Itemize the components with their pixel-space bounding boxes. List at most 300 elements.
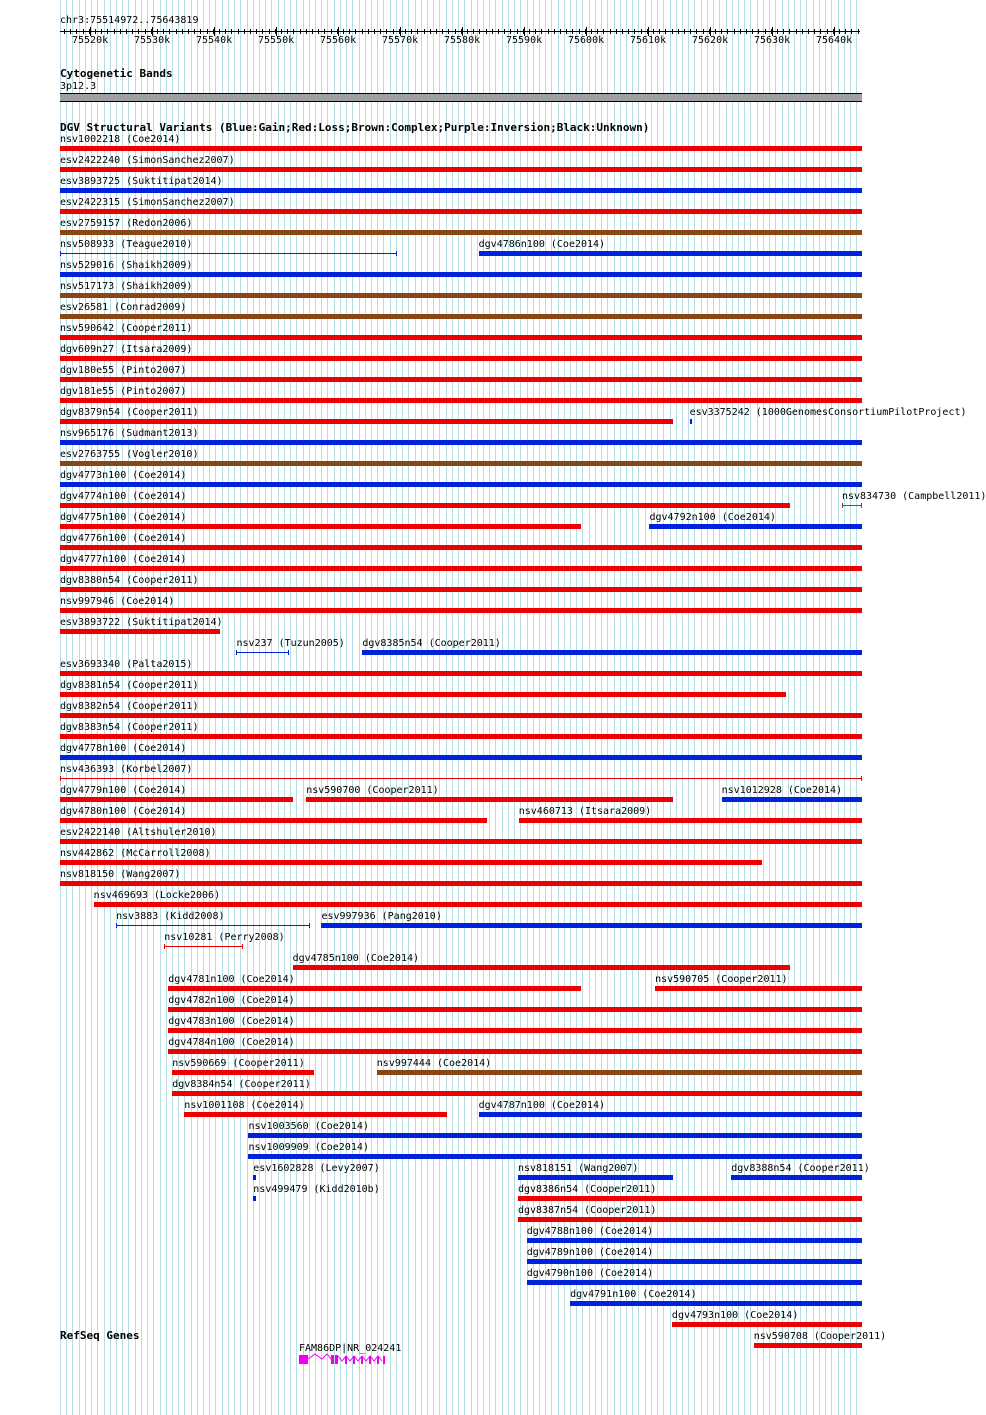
variant-label[interactable]: nsv3883 (Kidd2008) bbox=[116, 911, 225, 922]
variant-bar[interactable] bbox=[722, 797, 862, 802]
variant-label[interactable]: esv26581 (Conrad2009) bbox=[60, 302, 187, 313]
variant-bar[interactable] bbox=[527, 1238, 862, 1243]
variant-bar[interactable] bbox=[570, 1301, 862, 1306]
variant-bar[interactable] bbox=[248, 1133, 862, 1138]
ruler-minor-tick bbox=[572, 29, 573, 34]
ruler-minor-tick bbox=[355, 29, 356, 34]
variant-label[interactable]: dgv4779n100 (Coe2014) bbox=[60, 785, 187, 796]
variant-bar-thin[interactable] bbox=[60, 253, 397, 254]
variant-bar[interactable] bbox=[60, 209, 862, 214]
ruler-minor-tick bbox=[132, 29, 133, 34]
variant-bar[interactable] bbox=[60, 146, 862, 151]
cytoband-track-title[interactable]: Cytogenetic Bands bbox=[60, 67, 173, 80]
variant-label[interactable]: nsv1003560 (Coe2014) bbox=[248, 1121, 369, 1132]
variant-label[interactable]: esv3375242 (1000GenomesConsortiumPilotProject) bbox=[689, 407, 967, 418]
variant-bar[interactable] bbox=[479, 251, 862, 256]
variant-bar[interactable] bbox=[362, 650, 862, 655]
variant-label[interactable]: dgv8384n54 (Cooper2011) bbox=[172, 1079, 311, 1090]
ruler-minor-tick bbox=[665, 29, 666, 34]
variant-bar-end bbox=[842, 503, 843, 508]
variant-bar[interactable] bbox=[60, 545, 862, 550]
ruler-minor-tick bbox=[114, 29, 115, 34]
variant-bar[interactable] bbox=[527, 1280, 862, 1285]
ruler-minor-tick bbox=[442, 29, 443, 34]
variant-label[interactable]: nsv590642 (Cooper2011) bbox=[60, 323, 193, 334]
ruler-minor-tick bbox=[293, 29, 294, 34]
ruler-tick-label: 75540k bbox=[196, 35, 233, 46]
variant-bar[interactable] bbox=[60, 398, 862, 403]
ruler-minor-tick bbox=[504, 29, 505, 34]
variant-label[interactable]: nsv965176 (Sudmant2013) bbox=[60, 428, 199, 439]
variant-bar[interactable] bbox=[168, 1049, 862, 1054]
variant-label[interactable]: esv2422315 (SimonSanchez2007) bbox=[60, 197, 235, 208]
variant-label[interactable]: nsv997444 (Coe2014) bbox=[376, 1058, 492, 1069]
ruler-minor-tick bbox=[727, 29, 728, 34]
ruler-minor-tick bbox=[597, 29, 598, 34]
ruler-minor-tick bbox=[219, 29, 220, 34]
variant-bar[interactable] bbox=[60, 356, 862, 361]
ruler-minor-tick bbox=[802, 29, 803, 34]
variant-bar[interactable] bbox=[168, 1028, 862, 1033]
variant-label[interactable]: dgv4775n100 (Coe2014) bbox=[60, 512, 187, 523]
gene-label[interactable]: FAM86DP|NR_024241 bbox=[299, 1343, 402, 1354]
variant-bar[interactable] bbox=[649, 524, 862, 529]
variant-bar[interactable] bbox=[60, 881, 862, 886]
variant-label[interactable]: dgv4788n100 (Coe2014) bbox=[526, 1226, 654, 1237]
ruler-minor-tick bbox=[95, 29, 96, 34]
ruler-minor-tick bbox=[287, 29, 288, 34]
variant-label[interactable]: esv3893725 (Suktitipat2014) bbox=[60, 176, 223, 187]
ruler-minor-tick bbox=[820, 29, 821, 34]
variant-bar[interactable] bbox=[60, 230, 862, 235]
ruler-minor-tick bbox=[479, 29, 480, 34]
variant-label[interactable]: dgv4784n100 (Coe2014) bbox=[168, 1037, 295, 1048]
variant-bar-thin[interactable] bbox=[60, 778, 862, 779]
variant-label[interactable]: nsv460713 (Itsara2009) bbox=[518, 806, 652, 817]
variant-bar[interactable] bbox=[293, 965, 790, 970]
variant-label[interactable]: nsv436393 (Korbel2007) bbox=[60, 764, 193, 775]
variant-bar[interactable] bbox=[168, 986, 581, 991]
ruler-minor-tick bbox=[300, 29, 301, 34]
variant-label[interactable]: esv2422240 (SimonSanchez2007) bbox=[60, 155, 235, 166]
variant-bar[interactable] bbox=[518, 1175, 673, 1180]
variant-label[interactable]: esv2422140 (Altshuler2010) bbox=[60, 827, 217, 838]
ruler-minor-tick bbox=[281, 29, 282, 34]
variant-label[interactable]: dgv4793n100 (Coe2014) bbox=[671, 1310, 799, 1321]
ruler-position: chr3:75514972..75643819 bbox=[60, 15, 199, 26]
variant-label[interactable]: dgv4774n100 (Coe2014) bbox=[60, 491, 187, 502]
ruler-minor-tick bbox=[740, 29, 741, 34]
variant-bar-end bbox=[396, 251, 397, 256]
variant-bar[interactable] bbox=[60, 503, 790, 508]
variant-label[interactable]: nsv1002218 (Coe2014) bbox=[60, 134, 181, 145]
ruler-minor-tick bbox=[163, 29, 164, 34]
ruler-minor-tick bbox=[529, 29, 530, 34]
variant-label[interactable]: esv997936 (Pang2010) bbox=[321, 911, 442, 922]
variant-label[interactable]: dgv4781n100 (Coe2014) bbox=[168, 974, 295, 985]
ruler-minor-tick bbox=[380, 29, 381, 34]
variant-bar[interactable] bbox=[60, 713, 862, 718]
variant-label[interactable]: nsv10281 (Perry2008) bbox=[164, 932, 285, 943]
variant-bar[interactable] bbox=[321, 923, 862, 928]
variant-label[interactable]: esv3693340 (Palta2015) bbox=[60, 659, 193, 670]
variant-bar[interactable] bbox=[60, 566, 862, 571]
variant-bar[interactable] bbox=[172, 1070, 314, 1075]
ruler-minor-tick bbox=[262, 29, 263, 34]
ruler-minor-tick bbox=[126, 29, 127, 34]
variant-bar[interactable] bbox=[60, 272, 862, 277]
variant-bar-end bbox=[288, 650, 289, 655]
variant-bar[interactable] bbox=[60, 524, 581, 529]
variant-bar[interactable] bbox=[60, 818, 487, 823]
variant-bar[interactable] bbox=[60, 860, 762, 865]
variant-label[interactable]: dgv4783n100 (Coe2014) bbox=[168, 1016, 295, 1027]
variant-label[interactable]: nsv590705 (Cooper2011) bbox=[655, 974, 788, 985]
variant-bar[interactable] bbox=[60, 692, 786, 697]
variant-bar[interactable] bbox=[60, 734, 862, 739]
variant-bar-end bbox=[861, 503, 862, 508]
ruler-tick-label: 75520k bbox=[72, 35, 109, 46]
ruler-minor-tick bbox=[783, 29, 784, 34]
variant-label[interactable]: dgv4791n100 (Coe2014) bbox=[570, 1289, 697, 1300]
variant-label[interactable]: dgv4773n100 (Coe2014) bbox=[60, 470, 187, 481]
variant-bar[interactable] bbox=[172, 1091, 862, 1096]
variant-bar[interactable] bbox=[60, 482, 862, 487]
ruler-minor-tick bbox=[473, 29, 474, 34]
variant-bar[interactable] bbox=[94, 902, 862, 907]
ruler-minor-tick bbox=[244, 29, 245, 34]
ruler-minor-tick bbox=[455, 29, 456, 34]
variant-label[interactable]: nsv590708 (Cooper2011) bbox=[753, 1331, 887, 1342]
variant-bar[interactable] bbox=[168, 1007, 862, 1012]
ruler-minor-tick bbox=[182, 29, 183, 34]
ruler-minor-tick bbox=[746, 29, 747, 34]
ruler-minor-tick bbox=[405, 29, 406, 34]
variant-bar[interactable] bbox=[60, 608, 862, 613]
ruler-minor-tick bbox=[486, 29, 487, 34]
variant-bar[interactable] bbox=[248, 1154, 862, 1159]
variant-label[interactable]: dgv4792n100 (Coe2014) bbox=[649, 512, 776, 523]
variant-bar-end bbox=[60, 251, 61, 256]
ruler-minor-tick bbox=[647, 29, 648, 34]
ruler-minor-tick bbox=[461, 29, 462, 34]
ruler-minor-tick bbox=[634, 29, 635, 34]
variant-bar[interactable] bbox=[479, 1112, 862, 1117]
variant-bar[interactable] bbox=[60, 188, 862, 193]
ruler-minor-tick bbox=[64, 29, 65, 34]
variant-label[interactable]: dgv8381n54 (Cooper2011) bbox=[60, 680, 199, 691]
ruler-minor-tick bbox=[101, 29, 102, 34]
variant-label[interactable]: dgv8379n54 (Cooper2011) bbox=[60, 407, 199, 418]
ruler-minor-tick bbox=[89, 29, 90, 34]
variant-label[interactable]: nsv1009909 (Coe2014) bbox=[248, 1142, 369, 1153]
ruler-minor-tick bbox=[566, 29, 567, 34]
ruler-minor-tick bbox=[721, 29, 722, 34]
variant-bar[interactable] bbox=[519, 818, 862, 823]
variant-bar[interactable] bbox=[518, 1217, 862, 1222]
ruler-minor-tick bbox=[467, 29, 468, 34]
variant-label[interactable]: dgv180e55 (Pinto2007) bbox=[60, 365, 187, 376]
variant-label[interactable]: esv1602828 (Levy2007) bbox=[253, 1163, 380, 1174]
ruler-tick-label: 75560k bbox=[320, 35, 357, 46]
ruler-minor-tick bbox=[758, 29, 759, 34]
ruler-minor-tick bbox=[76, 29, 77, 34]
variant-bar-thin[interactable] bbox=[236, 652, 288, 653]
ruler-minor-tick bbox=[498, 29, 499, 34]
variant-label[interactable]: dgv181e55 (Pinto2007) bbox=[60, 386, 187, 397]
ruler-minor-tick bbox=[827, 29, 828, 34]
ruler-minor-tick bbox=[839, 29, 840, 34]
ruler-minor-tick bbox=[275, 29, 276, 34]
ruler-minor-tick bbox=[318, 29, 319, 34]
ruler-minor-tick bbox=[752, 29, 753, 34]
variant-bar-end bbox=[116, 923, 117, 928]
ruler-minor-tick bbox=[610, 29, 611, 34]
variant-label[interactable]: dgv4790n100 (Coe2014) bbox=[526, 1268, 654, 1279]
ruler-minor-tick bbox=[554, 29, 555, 34]
variant-label[interactable]: dgv4782n100 (Coe2014) bbox=[168, 995, 295, 1006]
ruler-minor-tick bbox=[306, 29, 307, 34]
ruler-tick-label: 75630k bbox=[754, 35, 791, 46]
variant-label[interactable]: dgv4787n100 (Coe2014) bbox=[478, 1100, 606, 1111]
ruler-tick-label: 75550k bbox=[258, 35, 295, 46]
variant-bar[interactable] bbox=[60, 629, 220, 634]
ruler-minor-tick bbox=[213, 29, 214, 34]
variant-bar-thin[interactable] bbox=[842, 505, 862, 506]
ruler-minor-tick bbox=[362, 29, 363, 34]
variant-label[interactable]: dgv4786n100 (Coe2014) bbox=[478, 239, 606, 250]
variant-label[interactable]: esv3893722 (Suktitipat2014) bbox=[60, 617, 223, 628]
variant-bar[interactable] bbox=[527, 1259, 862, 1264]
variant-bar-thin[interactable] bbox=[116, 925, 310, 926]
ruler-minor-tick bbox=[703, 29, 704, 34]
variant-bar[interactable] bbox=[306, 797, 673, 802]
ruler-minor-tick bbox=[250, 29, 251, 34]
variant-bar[interactable] bbox=[60, 167, 862, 172]
variant-bar[interactable] bbox=[655, 986, 862, 991]
variant-label[interactable]: dgv8386n54 (Cooper2011) bbox=[517, 1184, 657, 1195]
variant-label[interactable]: nsv469693 (Locke2006) bbox=[93, 890, 221, 901]
variant-label[interactable]: nsv834730 (Campbell2011) bbox=[841, 491, 986, 502]
ruler-minor-tick bbox=[641, 29, 642, 34]
variant-label[interactable]: dgv8388n54 (Cooper2011) bbox=[731, 1163, 870, 1174]
ruler-minor-tick bbox=[684, 29, 685, 34]
ruler-minor-tick bbox=[120, 29, 121, 34]
cytoband-bar[interactable] bbox=[60, 93, 862, 102]
ruler-minor-tick bbox=[541, 29, 542, 34]
variant-bar[interactable] bbox=[60, 293, 862, 298]
ruler-minor-tick bbox=[579, 29, 580, 34]
ruler-minor-tick bbox=[231, 29, 232, 34]
variant-label[interactable]: nsv442862 (McCarroll2008) bbox=[60, 848, 211, 859]
ruler-minor-tick bbox=[789, 29, 790, 34]
variant-label[interactable]: nsv1001108 (Coe2014) bbox=[184, 1100, 305, 1111]
ruler-minor-tick bbox=[690, 29, 691, 34]
ruler-minor-tick bbox=[417, 29, 418, 34]
variant-bar[interactable] bbox=[60, 419, 673, 424]
dgv-track-title[interactable]: DGV Structural Variants (Blue:Gain;Red:Loss;Brown:Complex;Purple:Inversion;Black:Unknown) bbox=[60, 121, 650, 134]
variant-label[interactable]: esv2759157 (Redon2006) bbox=[60, 218, 193, 229]
variant-label[interactable]: nsv508933 (Teague2010) bbox=[60, 239, 193, 250]
ruler-tick-label: 75570k bbox=[382, 35, 419, 46]
variant-bar[interactable] bbox=[60, 314, 862, 319]
ruler-minor-tick bbox=[796, 29, 797, 34]
variant-bar-end bbox=[309, 923, 310, 928]
ruler-minor-tick bbox=[585, 29, 586, 34]
variant-label[interactable]: dgv4785n100 (Coe2014) bbox=[292, 953, 420, 964]
ruler-minor-tick bbox=[324, 29, 325, 34]
ruler-minor-tick bbox=[256, 29, 257, 34]
variant-label[interactable]: dgv4789n100 (Coe2014) bbox=[526, 1247, 654, 1258]
variant-bar[interactable] bbox=[60, 839, 862, 844]
ruler-minor-tick bbox=[517, 29, 518, 34]
ruler-minor-tick bbox=[200, 29, 201, 34]
ruler-minor-tick bbox=[269, 29, 270, 34]
ruler-minor-tick bbox=[399, 29, 400, 34]
ruler-minor-tick bbox=[808, 29, 809, 34]
ruler-minor-tick bbox=[814, 29, 815, 34]
ruler-minor-tick bbox=[107, 29, 108, 34]
variant-bar[interactable] bbox=[518, 1196, 862, 1201]
variant-bar-thin[interactable] bbox=[164, 946, 243, 947]
ruler-minor-tick bbox=[194, 29, 195, 34]
variant-label[interactable]: dgv8385n54 (Cooper2011) bbox=[362, 638, 501, 649]
ruler-minor-tick bbox=[430, 29, 431, 34]
variant-label[interactable]: esv2763755 (Vogler2010) bbox=[60, 449, 199, 460]
variant-bar[interactable] bbox=[60, 797, 293, 802]
variant-label[interactable]: dgv4776n100 (Coe2014) bbox=[60, 533, 187, 544]
ruler-minor-tick bbox=[696, 29, 697, 34]
ruler-tick-label: 75580k bbox=[444, 35, 481, 46]
ruler-minor-tick bbox=[622, 29, 623, 34]
variant-bar[interactable] bbox=[672, 1322, 862, 1327]
variant-bar[interactable] bbox=[253, 1175, 255, 1180]
cytoband-label: 3p12.3 bbox=[60, 81, 97, 92]
ruler-minor-tick bbox=[448, 29, 449, 34]
ruler-minor-tick bbox=[411, 29, 412, 34]
variant-label[interactable]: dgv609n27 (Itsara2009) bbox=[60, 344, 193, 355]
variant-bar[interactable] bbox=[60, 587, 862, 592]
variant-bar[interactable] bbox=[377, 1070, 862, 1075]
ruler-minor-tick bbox=[386, 29, 387, 34]
gene-model-fam86dp[interactable] bbox=[295, 1352, 395, 1368]
ruler-minor-tick bbox=[343, 29, 344, 34]
ruler-minor-tick bbox=[771, 29, 772, 34]
variant-label[interactable]: dgv4777n100 (Coe2014) bbox=[60, 554, 187, 565]
variant-label[interactable]: nsv237 (Tuzun2005) bbox=[236, 638, 345, 649]
ruler-minor-tick bbox=[312, 29, 313, 34]
ruler-minor-tick bbox=[83, 29, 84, 34]
variant-bar-end bbox=[164, 944, 165, 949]
ruler-minor-tick bbox=[393, 29, 394, 34]
ruler-minor-tick bbox=[510, 29, 511, 34]
ruler-minor-tick bbox=[709, 29, 710, 34]
ruler-minor-tick bbox=[368, 29, 369, 34]
variant-bar-end bbox=[60, 776, 61, 781]
variant-bar[interactable] bbox=[60, 377, 862, 382]
ruler-minor-tick bbox=[672, 29, 673, 34]
ruler-minor-tick bbox=[331, 29, 332, 34]
variant-bar-end bbox=[861, 776, 862, 781]
ruler-minor-tick bbox=[176, 29, 177, 34]
variant-bar-end bbox=[242, 944, 243, 949]
variant-label[interactable]: nsv529016 (Shaikh2009) bbox=[60, 260, 193, 271]
variant-label[interactable]: dgv8387n54 (Cooper2011) bbox=[517, 1205, 657, 1216]
variant-label[interactable]: nsv517173 (Shaikh2009) bbox=[60, 281, 193, 292]
variant-bar[interactable] bbox=[60, 671, 862, 676]
ruler-tick-label: 75530k bbox=[134, 35, 171, 46]
ruler-minor-tick bbox=[349, 29, 350, 34]
ruler-minor-tick bbox=[535, 29, 536, 34]
refseq-track-title[interactable]: RefSeq Genes bbox=[60, 1329, 140, 1342]
ruler-minor-tick bbox=[70, 29, 71, 34]
ruler-minor-tick bbox=[628, 29, 629, 34]
variant-bar[interactable] bbox=[253, 1196, 255, 1201]
ruler-minor-tick bbox=[616, 29, 617, 34]
variant-label[interactable]: dgv4778n100 (Coe2014) bbox=[60, 743, 187, 754]
variant-label[interactable]: dgv8383n54 (Cooper2011) bbox=[60, 722, 199, 733]
ruler-minor-tick bbox=[659, 29, 660, 34]
variant-bar[interactable] bbox=[60, 461, 862, 466]
variant-label[interactable]: dgv4780n100 (Coe2014) bbox=[60, 806, 187, 817]
ruler-minor-tick bbox=[678, 29, 679, 34]
ruler-minor-tick bbox=[492, 29, 493, 34]
variant-label[interactable]: nsv590669 (Cooper2011) bbox=[172, 1058, 305, 1069]
ruler-minor-tick bbox=[548, 29, 549, 34]
ruler-minor-tick bbox=[851, 29, 852, 34]
ruler-tick-label: 75610k bbox=[630, 35, 667, 46]
ruler-minor-tick bbox=[653, 29, 654, 34]
ruler-minor-tick bbox=[138, 29, 139, 34]
variant-bar[interactable] bbox=[60, 440, 862, 445]
ruler-minor-tick bbox=[715, 29, 716, 34]
ruler-minor-tick bbox=[523, 29, 524, 34]
variant-label[interactable]: nsv997946 (Coe2014) bbox=[60, 596, 175, 607]
ruler-minor-tick bbox=[374, 29, 375, 34]
ruler-tick-label: 75640k bbox=[816, 35, 853, 46]
variant-bar[interactable] bbox=[60, 755, 862, 760]
variant-bar[interactable] bbox=[754, 1343, 862, 1348]
variant-label[interactable]: nsv818151 (Wang2007) bbox=[517, 1163, 639, 1174]
ruler-minor-tick bbox=[603, 29, 604, 34]
ruler-minor-tick bbox=[225, 29, 226, 34]
variant-label[interactable]: nsv499479 (Kidd2010b) bbox=[253, 1184, 380, 1195]
variant-bar[interactable] bbox=[60, 335, 862, 340]
variant-label[interactable]: dgv8382n54 (Cooper2011) bbox=[60, 701, 199, 712]
ruler-minor-tick bbox=[591, 29, 592, 34]
ruler-minor-tick bbox=[207, 29, 208, 34]
variant-label[interactable]: dgv8380n54 (Cooper2011) bbox=[60, 575, 199, 586]
ruler-minor-tick bbox=[169, 29, 170, 34]
variant-label[interactable]: nsv818150 (Wang2007) bbox=[60, 869, 181, 880]
variant-bar[interactable] bbox=[731, 1175, 862, 1180]
ruler-minor-tick bbox=[560, 29, 561, 34]
ruler-minor-tick bbox=[858, 29, 859, 34]
ruler-minor-tick bbox=[436, 29, 437, 34]
ruler-minor-tick bbox=[157, 29, 158, 34]
ruler-minor-tick bbox=[188, 29, 189, 34]
ruler-minor-tick bbox=[238, 29, 239, 34]
variant-label[interactable]: nsv590700 (Cooper2011) bbox=[306, 785, 439, 796]
variant-bar[interactable] bbox=[690, 419, 692, 424]
ruler-minor-tick bbox=[833, 29, 834, 34]
variant-label[interactable]: nsv1012928 (Coe2014) bbox=[721, 785, 843, 796]
ruler-minor-tick bbox=[765, 29, 766, 34]
variant-bar[interactable] bbox=[184, 1112, 447, 1117]
ruler-minor-tick bbox=[145, 29, 146, 34]
ruler-tick-label: 75590k bbox=[506, 35, 543, 46]
ruler-minor-tick bbox=[734, 29, 735, 34]
